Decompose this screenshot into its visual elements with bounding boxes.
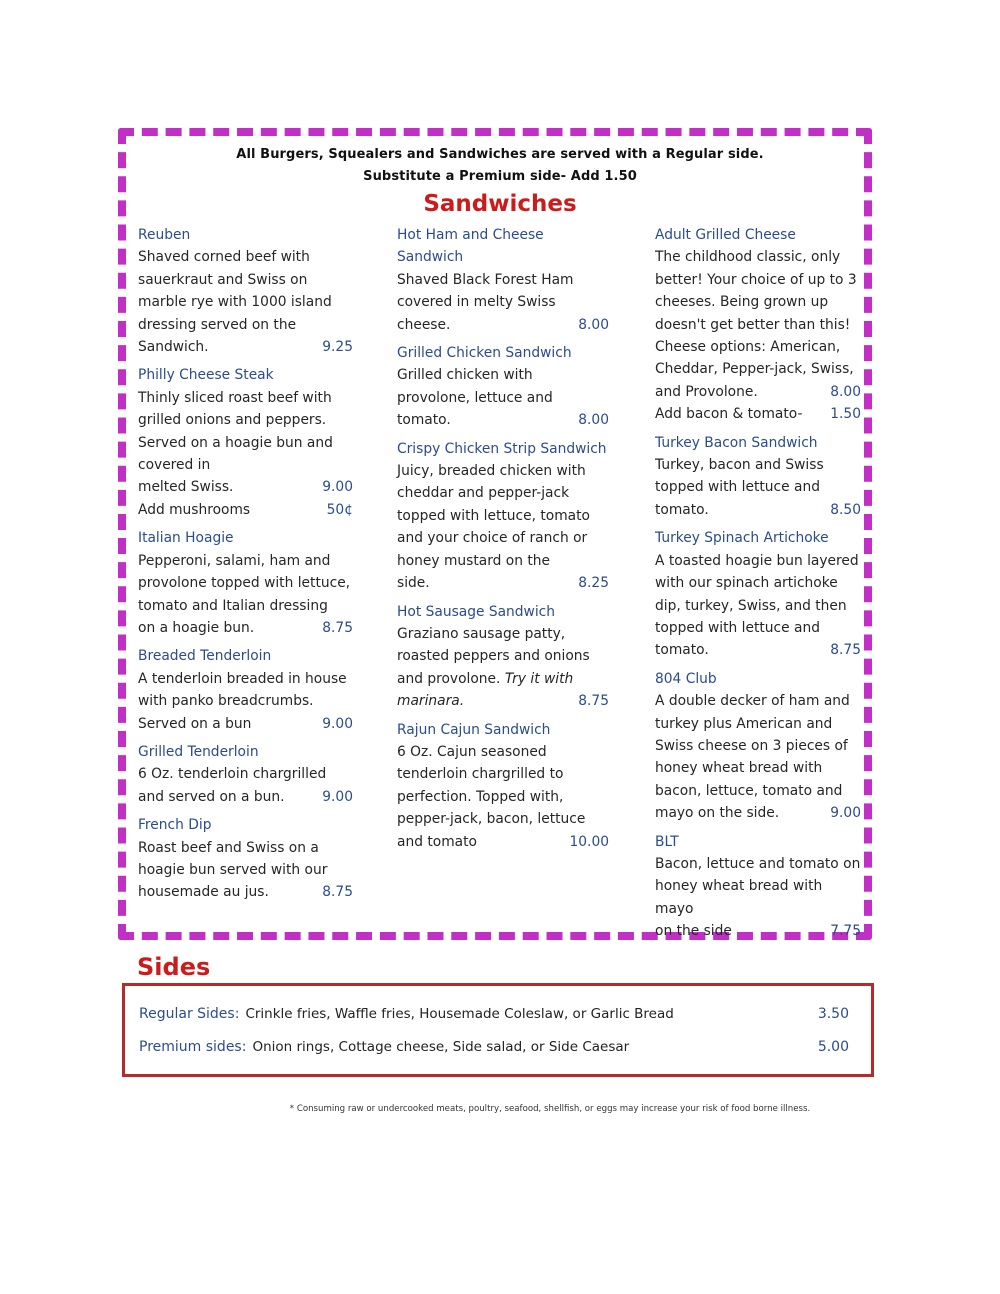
menu-item-hot-ham-and-cheese bbox=[397, 224, 609, 336]
item-desc-last: tomato. bbox=[397, 412, 451, 429]
item-name: French Dip bbox=[138, 817, 212, 834]
premium-sides-items: Onion rings, Cottage cheese, Side salad, or Side Caesar bbox=[252, 1039, 630, 1055]
item-price: 8.50 bbox=[830, 501, 861, 518]
item-name: Rajun Cajun Sandwich bbox=[397, 721, 551, 738]
sides-title: Sides bbox=[137, 953, 211, 981]
item-description bbox=[138, 668, 353, 735]
item-desc-text: Turkey, bacon and Swiss topped with lettuce and bbox=[655, 457, 824, 496]
item-price: 7.75 bbox=[830, 923, 861, 940]
item-description bbox=[655, 853, 861, 943]
item-desc-text: Roast beef and Swiss on a hoagie bun served with our bbox=[138, 839, 328, 878]
item-price: 8.25 bbox=[578, 575, 609, 592]
menu-item-adult-grilled-cheese bbox=[655, 224, 861, 426]
item-price: 9.25 bbox=[322, 339, 353, 356]
item-desc-text: A double decker of ham and turkey plus American and Swiss cheese on 3 pieces of honey wheat bread with bacon, lettuce, tomato and bbox=[655, 693, 850, 799]
item-price: 8.75 bbox=[578, 693, 609, 710]
item-price: 9.00 bbox=[322, 479, 353, 496]
item-desc-last: and Provolone. bbox=[655, 383, 758, 400]
item-desc-text: 6 Oz. tenderloin chargrilled bbox=[138, 766, 327, 783]
item-name: BLT bbox=[655, 833, 679, 850]
menu-item-philly-cheese-steak bbox=[138, 364, 353, 521]
menu-column-3 bbox=[655, 224, 861, 949]
item-name: Hot Sausage Sandwich bbox=[397, 603, 556, 620]
item-description bbox=[655, 550, 861, 662]
item-desc-last: housemade au jus. bbox=[138, 884, 269, 901]
item-name: Reuben bbox=[138, 227, 191, 243]
regular-sides-label: Regular Sides: bbox=[139, 1006, 240, 1022]
item-description bbox=[397, 364, 609, 431]
addon-label: Add mushrooms bbox=[138, 501, 251, 518]
menu-item-reuben bbox=[138, 224, 353, 358]
item-desc-text: Shaved corned beef with sauerkraut and Swiss on marble rye with 1000 island dressing served on the bbox=[138, 249, 332, 333]
item-desc-last: melted Swiss. bbox=[138, 479, 234, 496]
item-description bbox=[138, 550, 353, 640]
regular-sides-row bbox=[139, 1006, 849, 1022]
sandwiches-title: Sandwiches bbox=[423, 191, 577, 217]
menu-item-french-dip bbox=[138, 814, 353, 904]
menu-item-rajun-cajun bbox=[397, 719, 609, 853]
item-price: 9.00 bbox=[322, 715, 353, 732]
item-description bbox=[138, 763, 353, 808]
menu-item-turkey-bacon bbox=[655, 432, 861, 522]
item-name: Philly Cheese Steak bbox=[138, 367, 274, 384]
menu-item-hot-sausage bbox=[397, 601, 609, 713]
menu-item-grilled-chicken bbox=[397, 342, 609, 432]
item-desc-last: cheese. bbox=[397, 316, 451, 333]
item-price: 8.75 bbox=[830, 642, 861, 659]
item-name: Hot Ham and Cheese Sandwich bbox=[397, 227, 544, 266]
item-price: 9.00 bbox=[830, 805, 861, 822]
item-desc-text: The childhood classic, only better! Your choice of up to 3 cheeses. Being grown up doesn't get better than this! Cheese options: American, Cheddar, Pepper-jack, Swiss, bbox=[655, 249, 857, 378]
item-name: Grilled Chicken Sandwich bbox=[397, 345, 572, 362]
item-desc-text: A toasted hoagie bun layered with our spinach artichoke dip, turkey, Swiss, and then topped with lettuce and bbox=[655, 552, 859, 636]
menu-item-blt bbox=[655, 831, 861, 943]
item-description bbox=[655, 690, 861, 824]
item-desc-last: Sandwich. bbox=[138, 339, 209, 356]
menu-column-1 bbox=[138, 224, 353, 910]
premium-sides-price: 5.00 bbox=[817, 1039, 849, 1055]
regular-sides-price: 3.50 bbox=[817, 1006, 849, 1022]
item-desc-last: mayo on the side. bbox=[655, 805, 780, 822]
item-price: 8.00 bbox=[830, 383, 861, 400]
food-safety-footnote: * Consuming raw or undercooked meats, poultry, seafood, shellfish, or eggs may increase your risk of food borne illness. bbox=[289, 1104, 811, 1114]
item-desc-text: Pepperoni, salami, ham and provolone topped with lettuce, tomato and Italian dressing bbox=[138, 552, 351, 614]
item-name: Turkey Spinach Artichoke bbox=[655, 530, 829, 547]
addon-label: Add bacon & tomato- bbox=[655, 406, 803, 423]
item-price: 9.00 bbox=[322, 788, 353, 805]
item-description bbox=[655, 246, 861, 425]
item-desc-text: 6 Oz. Cajun seasoned tenderloin chargrilled to perfection. Topped with, pepper-jack, bacon, lettuce bbox=[397, 743, 586, 828]
item-desc-last: tomato. bbox=[655, 642, 709, 659]
item-price: 8.00 bbox=[578, 316, 609, 333]
item-price: 10.00 bbox=[569, 833, 609, 850]
addon-price: 50¢ bbox=[326, 501, 353, 518]
item-description bbox=[138, 837, 353, 904]
item-price: 8.00 bbox=[578, 412, 609, 429]
item-name: Crispy Chicken Strip Sandwich bbox=[397, 440, 607, 457]
item-desc-last: and served on a bun. bbox=[138, 788, 285, 805]
item-desc-last: and tomato bbox=[397, 833, 477, 850]
item-description bbox=[138, 387, 353, 521]
item-description bbox=[655, 454, 861, 521]
menu-column-2 bbox=[397, 224, 609, 859]
item-desc-text: Juicy, breaded chicken with cheddar and pepper-jack topped with lettuce, tomato and your choice of ranch or honey mustard on the bbox=[397, 463, 590, 569]
item-name: Turkey Bacon Sandwich bbox=[655, 434, 818, 451]
addon-price: 1.50 bbox=[830, 406, 861, 423]
menu-item-breaded-tenderloin bbox=[138, 645, 353, 735]
menu-item-turkey-spinach-artichoke bbox=[655, 527, 861, 661]
menu-item-crispy-chicken-strip bbox=[397, 438, 609, 595]
premium-sides-label: Premium sides: bbox=[139, 1039, 247, 1055]
item-desc-last: Served on a bun bbox=[138, 715, 252, 732]
item-name: Grilled Tenderloin bbox=[138, 743, 259, 760]
item-name: Adult Grilled Cheese bbox=[655, 227, 796, 243]
item-description bbox=[397, 623, 609, 713]
item-desc-italic: Try it with bbox=[504, 670, 574, 687]
item-desc-text: Grilled chicken with provolone, lettuce and bbox=[397, 367, 553, 406]
menu-item-804-club bbox=[655, 668, 861, 825]
item-price: 8.75 bbox=[322, 619, 353, 636]
item-desc-text: Thinly sliced roast beef with grilled onions and peppers. Served on a hoagie bun and covered in bbox=[138, 389, 333, 474]
sides-box bbox=[122, 983, 874, 1077]
item-desc-last: side. bbox=[397, 575, 430, 592]
item-description bbox=[397, 741, 609, 853]
side-note-line2: Substitute a Premium side- Add 1.50 bbox=[363, 169, 637, 184]
item-description bbox=[138, 246, 353, 358]
side-note-line1: All Burgers, Squealers and Sandwiches are served with a Regular side. bbox=[236, 147, 764, 162]
item-desc-text: Graziano sausage patty, roasted peppers and onions and provolone. bbox=[397, 625, 590, 687]
regular-sides-items: Crinkle fries, Waffle fries, Housemade Coleslaw, or Garlic Bread bbox=[245, 1006, 674, 1022]
item-price: 8.75 bbox=[322, 884, 353, 901]
item-description bbox=[397, 460, 609, 594]
premium-sides-row bbox=[139, 1039, 849, 1055]
menu-item-italian-hoagie bbox=[138, 527, 353, 639]
item-desc-last: on the side bbox=[655, 923, 732, 940]
item-desc-text: Bacon, lettuce and tomato on honey wheat bread with mayo bbox=[655, 855, 861, 917]
item-name: Breaded Tenderloin bbox=[138, 648, 272, 665]
item-description bbox=[397, 269, 609, 336]
menu-item-grilled-tenderloin bbox=[138, 741, 353, 808]
item-desc-last: tomato. bbox=[655, 501, 709, 518]
item-name: 804 Club bbox=[655, 670, 717, 687]
item-desc-text: A tenderloin breaded in house with panko breadcrumbs. bbox=[138, 670, 347, 710]
item-name: Italian Hoagie bbox=[138, 530, 234, 547]
item-desc-last: marinara. bbox=[397, 693, 465, 710]
item-desc-text: Shaved Black Forest Ham covered in melty Swiss bbox=[397, 271, 574, 311]
item-desc-last: on a hoagie bun. bbox=[138, 619, 255, 636]
